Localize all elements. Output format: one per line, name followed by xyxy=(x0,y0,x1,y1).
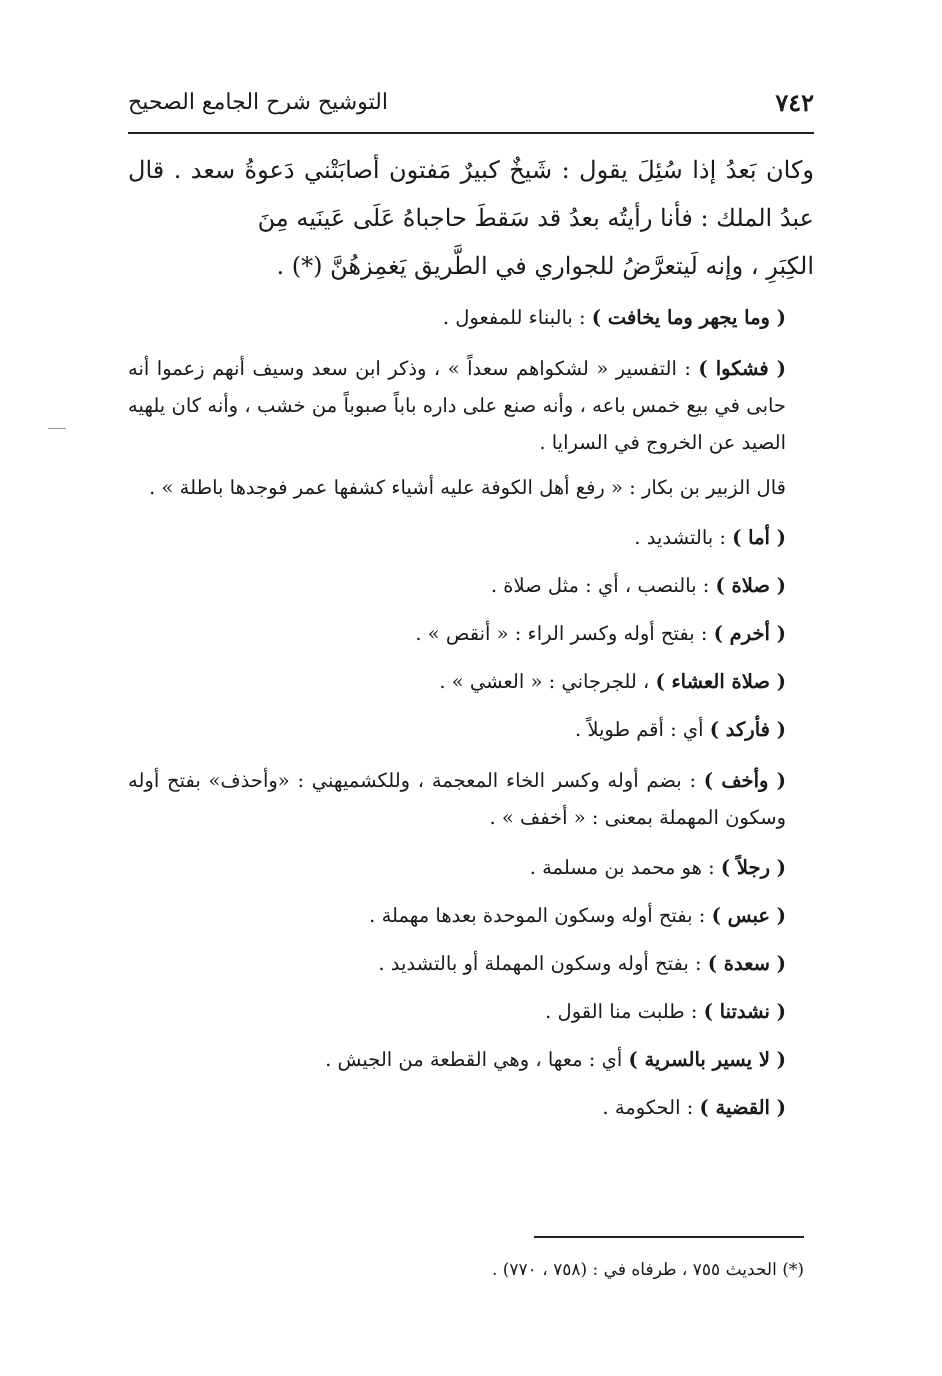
entry-term: ( عبس ) xyxy=(711,904,786,927)
entry-text: : بفتح أوله وسكون المهملة أو بالتشديد . xyxy=(378,952,708,975)
entry-term: ( فأركد ) xyxy=(709,718,786,741)
entry-10 xyxy=(128,844,814,892)
quote-text xyxy=(128,146,814,242)
footnote xyxy=(128,1254,804,1286)
entry-2 xyxy=(128,350,814,461)
entry-term: ( وما يجهر وما يخافت ) xyxy=(591,306,786,329)
entry-text: : بفتح أوله وكسر الراء : « أنقص » . xyxy=(415,622,714,645)
quote-line-2: قال عبدُ الملك : فأنا رأيتُه بعدُ قد سَقطَ حاجباهُ عَلَى عَينَيه مِنَ xyxy=(128,156,814,232)
entry-text: : بالنصب ، أي : مثل صلاة . xyxy=(490,574,716,597)
footnote-text: (*) الحديث ٧٥٥ ، طرفاه في : (٧٥٨ ، ٧٧٠) . xyxy=(491,1260,804,1280)
page-header xyxy=(128,88,814,132)
body-text xyxy=(128,146,814,1132)
margin-mark xyxy=(48,428,66,429)
entry-1 xyxy=(128,294,814,342)
entry-text: : الحكومة . xyxy=(602,1096,700,1119)
entry-13 xyxy=(128,988,814,1036)
header-rule xyxy=(128,132,814,134)
entry-5 xyxy=(128,562,814,610)
running-title: التوشيح شرح الجامع الصحيح xyxy=(128,90,388,115)
page-number: ٧٤٢ xyxy=(775,88,814,117)
entry-text: : بضم أوله وكسر الخاء المعجمة ، وللكشميهني : «وأحذف» بفتح أوله وسكون المهملة بمعنى : « أخفف » . xyxy=(128,769,786,829)
entry-3 xyxy=(128,469,814,506)
entry-term: ( أخرم ) xyxy=(713,622,786,645)
entry-term: ( لا يسير بالسرية ) xyxy=(628,1048,786,1071)
entry-text: : طلبت منا القول . xyxy=(545,1000,704,1023)
entry-text: أي : معها ، وهي القطعة من الجيش . xyxy=(325,1048,629,1071)
entry-term: ( رجلاً ) xyxy=(720,856,786,879)
entry-7 xyxy=(128,658,814,706)
entry-14 xyxy=(128,1036,814,1084)
entry-4 xyxy=(128,514,814,562)
quote-line-1: وكان بَعدُ إذا سُئِلَ يقول : شَيخٌ كبيرٌ مَفتون أصابَتْني دَعوةُ سعد . xyxy=(173,156,814,184)
footnote-rule xyxy=(534,1236,804,1238)
entry-text: : التفسير « لشكواهم سعداً » ، وذكر ابن سعد وسيف أنهم زعموا أنه حابى في بيع خمس باعه ، وأنه صنع على داره باباً صبوباً من خشب ، وأنه كان يلهيه الصيد عن الخروج في السرايا . xyxy=(128,357,786,454)
entry-6 xyxy=(128,610,814,658)
entry-term: ( صلاة العشاء ) xyxy=(655,670,786,693)
entry-text: قال الزبير بن بكار : « رفع أهل الكوفة عليه أشياء كشفها عمر فوجدها باطلة » . xyxy=(149,476,786,499)
entry-8 xyxy=(128,706,814,754)
entry-12 xyxy=(128,940,814,988)
entry-term: ( نشدتنا ) xyxy=(703,1000,786,1023)
entry-text: : هو محمد بن مسلمة . xyxy=(529,856,721,879)
entry-text: أي : أقم طويلاً . xyxy=(574,718,710,741)
entry-15 xyxy=(128,1084,814,1132)
entry-text: : بالتشديد . xyxy=(634,526,733,549)
entry-term: ( سعدة ) xyxy=(707,952,786,975)
entry-9 xyxy=(128,762,814,836)
entry-term: ( القضية ) xyxy=(699,1096,786,1119)
entry-11 xyxy=(128,892,814,940)
entry-term: ( صلاة ) xyxy=(715,574,786,597)
entry-text: : بفتح أوله وسكون الموحدة بعدها مهملة . xyxy=(369,904,712,927)
entry-text: : بالبناء للمفعول . xyxy=(442,306,592,329)
entry-term: ( وأخف ) xyxy=(703,769,786,792)
quote-line-3: الكِبَرِ ، وإنه لَيتعرَّضُ للجواري في الطَّريق يَغمِزهُنَّ (*) . xyxy=(276,252,814,280)
entry-text: ، للجرجاني : « العشي » . xyxy=(439,670,656,693)
quote-line-3-paragraph xyxy=(128,242,814,290)
entry-term: ( أما ) xyxy=(732,526,786,549)
entry-term: ( فشكوا ) xyxy=(698,357,786,380)
